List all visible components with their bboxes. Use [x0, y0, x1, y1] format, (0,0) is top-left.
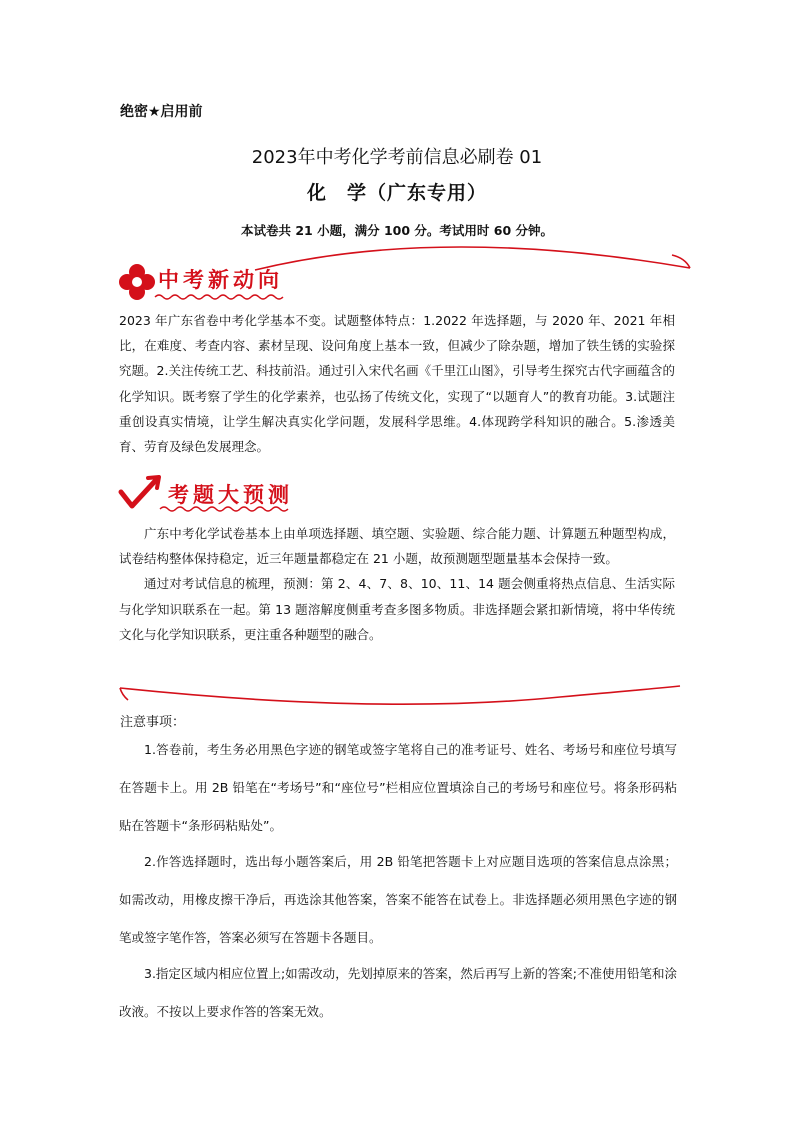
checkmark-arrow-icon — [118, 474, 162, 510]
note-item: 1.答卷前，考生务必用黑色字迹的钢笔或签字笔将自己的准考证号、姓名、考场号和座位号填写在答题卡上。用 2B 铅笔在“考场号”和“座位号”栏相应位置填涂自己的考场号和座位号。将条形码粘贴在答题卡“条形码粘贴处”。 — [119, 742, 677, 833]
section-heading-new-trends: 中考新动向 — [158, 268, 283, 292]
note-item: 3.指定区域内相应位置上;如需改动，先划掉原来的答案，然后再写上新的答案;不准使用铅笔和涂改液。不按以上要求作答的答案无效。 — [119, 966, 677, 1019]
secret-label: 绝密★启用前 — [120, 104, 203, 120]
paragraph-text: 广东中考化学试卷基本上由单项选择题、填空题、实验题、综合能力题、计算题五种题型构成，试卷结构整体保持稳定，近三年题量都稳定在 21 小题，故预测题型题量基本会保持一致。 — [119, 526, 675, 567]
section-paragraph-trends — [119, 308, 675, 459]
section-heading-predictions: 考题大预测 — [168, 483, 293, 507]
paragraph-text: 通过对考试信息的梳理，预测：第 2、4、7、8、10、11、14 题会侧重将热点信息、生活实际与化学知识联系在一起。第 13 题溶解度侧重考查多图多物质。非选择题会紧扣新情境，将中华传统文化与化学知识联系，更注重各种题型的融合。 — [119, 576, 675, 642]
note-item: 2.作答选择题时，选出每小题答案后，用 2B 铅笔把答题卡上对应题目选项的答案信息点涂黑；如需改动，用橡皮擦干净后，再选涂其他答案，答案不能答在试卷上。非选择题必须用黑色字迹的钢笔或签字笔作答，答案必须写在答题卡各题目。 — [119, 854, 677, 945]
notes-title: 注意事项： — [120, 715, 186, 730]
exam-info: 本试卷共 21 小题，满分 100 分。考试用时 60 分钟。 — [241, 223, 553, 238]
section-paragraph-predictions — [119, 521, 675, 647]
page-subtitle: 化 学（广东专用） — [306, 182, 487, 204]
paragraph-text: 2023 年广东省卷中考化学基本不变。试题整体特点：1.2022 年选择题，与 2020 年、2021 年相比，在难度、考查内容、素材呈现、设问角度上基本一致，但减少了除杂题，增加了铁生锈的实验探究题。2.关注传统工艺、科技前沿。通过引入宋代名画《千里江山图》，引导考生探究古代字画蕴含的化学知识。既考察了学生的化学素养，也弘扬了传统文化，实现了“以题育人”的教育功能。3.试题注重创设真实情境，让学生解决真实化学问题，发展科学思维。4.体现跨学科知识的融合。5.渗透美育、劳育及绿色发展理念。 — [119, 313, 675, 455]
clover-icon — [117, 262, 157, 302]
page-title: 2023年中考化学考前信息必刷卷 01 — [251, 147, 543, 168]
